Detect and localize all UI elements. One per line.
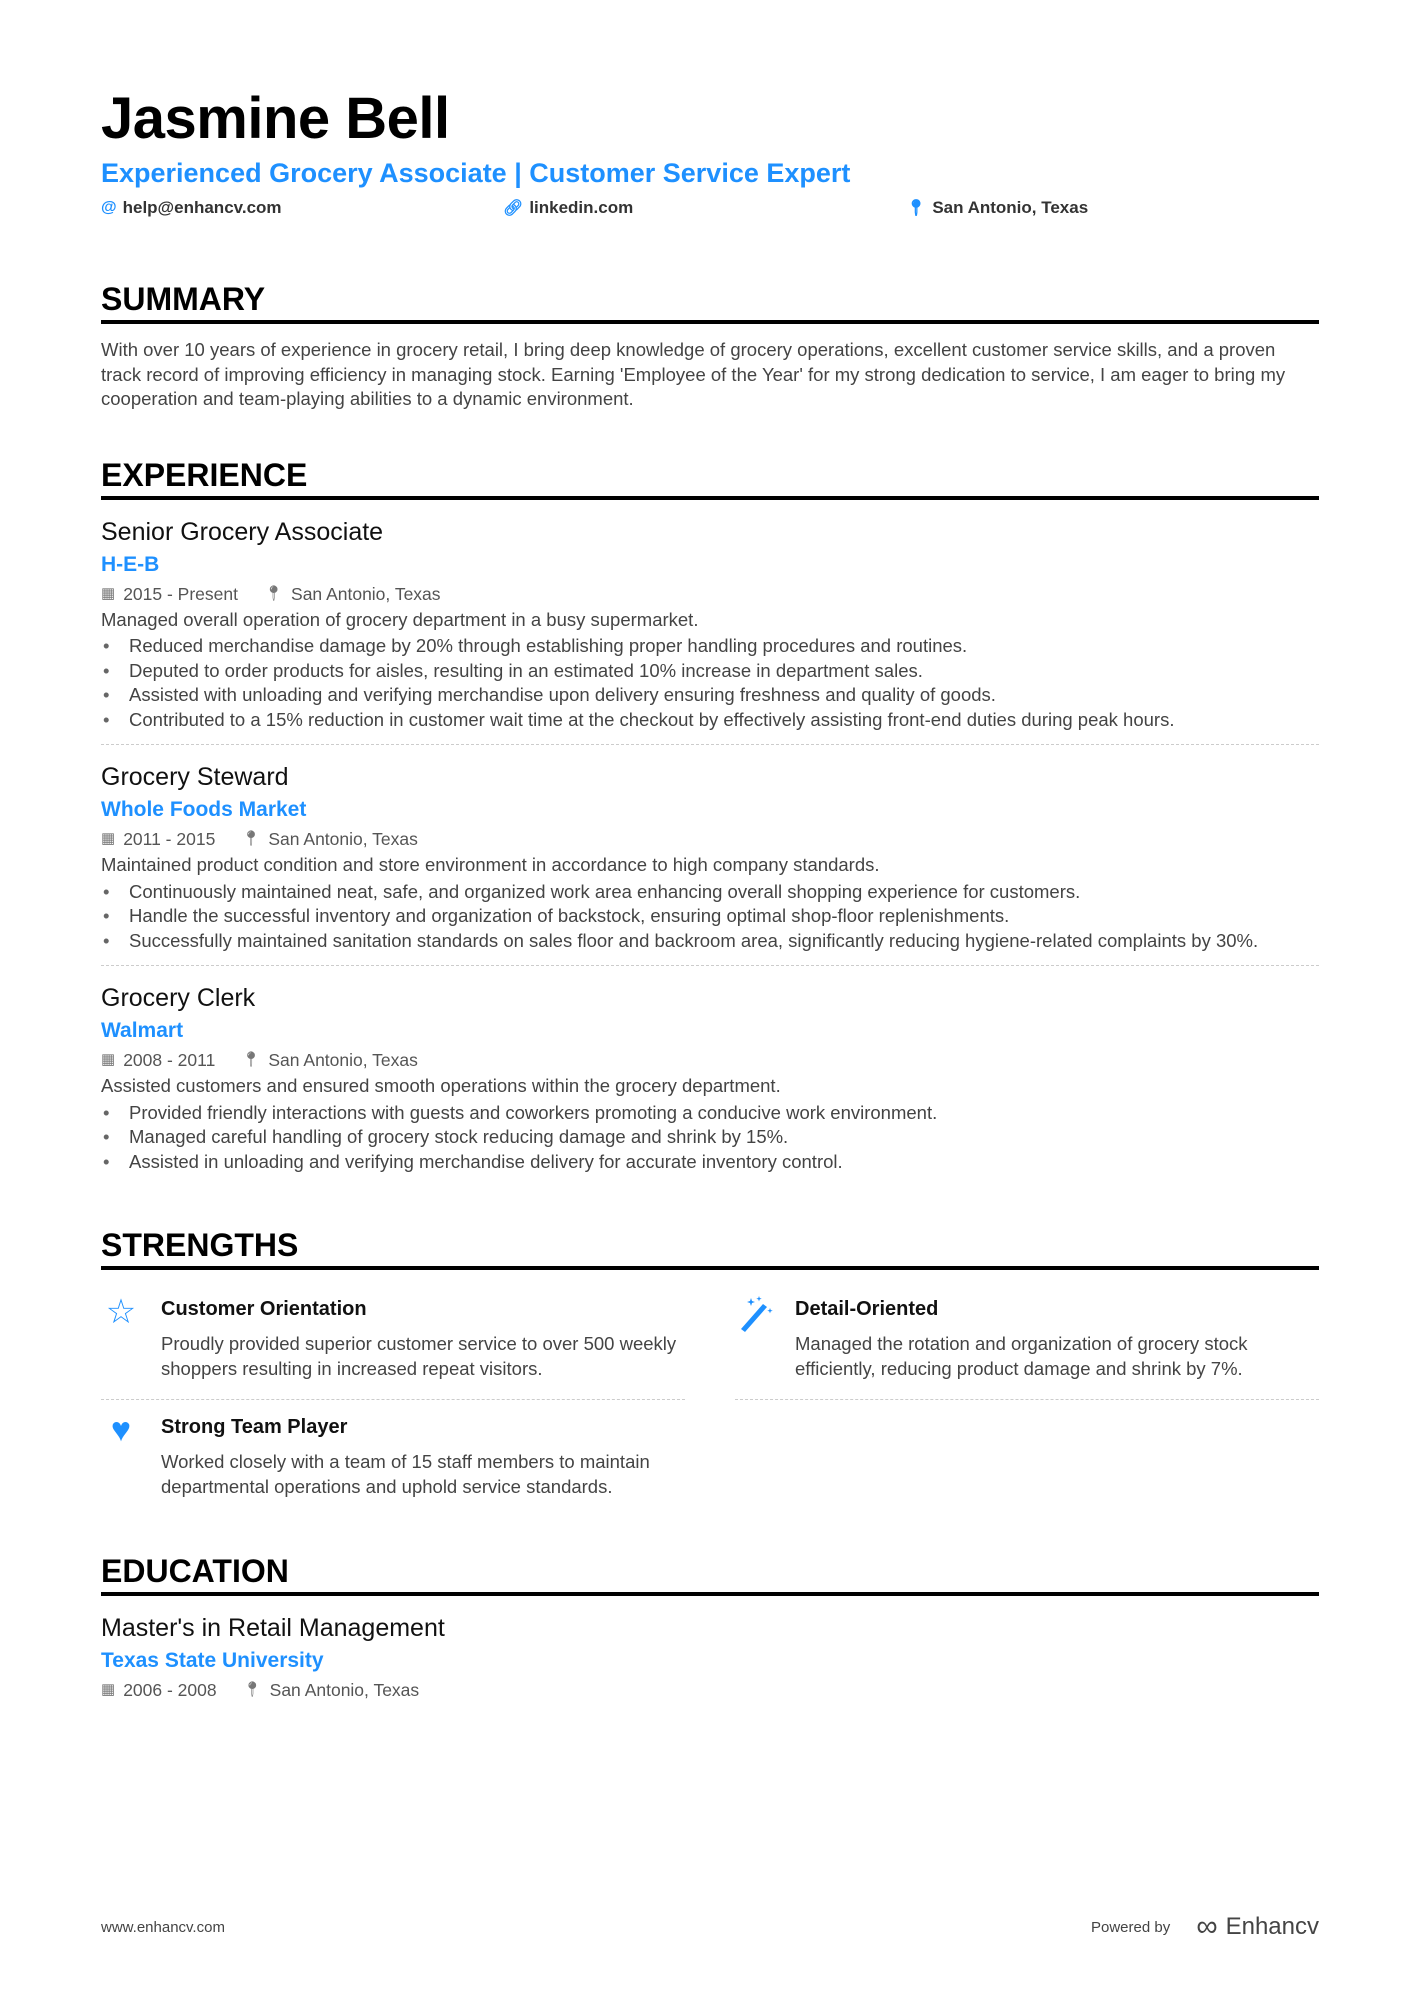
contact-bar — [101, 194, 1319, 224]
candidate-title: Experienced Grocery Associate | Customer Service Expert — [101, 158, 851, 188]
powered-by: Powered by — [1090, 1918, 1171, 1936]
job-bullet: • Reduced merchandise damage by 20% through establishing proper handling procedures and routines. — [101, 634, 1319, 659]
experience-section — [101, 456, 1319, 1187]
school: Texas State University — [101, 1649, 324, 1672]
calendar-icon: ▦ — [101, 1681, 116, 1698]
at-icon: @ — [101, 199, 117, 216]
education-section — [101, 1552, 1319, 1716]
job-title: Grocery Steward — [101, 763, 289, 791]
job-bullet: • Continuously maintained neat, safe, and organized work area enhancing overall shopping experience for customers. — [101, 880, 1319, 905]
infinity-icon: ∞ — [1196, 1910, 1218, 1943]
candidate-name: Jasmine Bell — [101, 86, 450, 151]
resume — [101, 84, 1319, 1716]
job-dates: 2008 - 2011 — [123, 1050, 216, 1070]
job-dates: 2015 - Present — [123, 583, 238, 604]
strength-title: Detail-Oriented — [795, 1298, 939, 1320]
location-pin-icon: 📍︎ — [906, 200, 927, 217]
company-name: Walmart — [101, 1019, 184, 1042]
email-text: help@enhancv.com — [122, 198, 282, 217]
experience-heading: EXPERIENCE — [101, 456, 1319, 500]
strength-desc: Managed the rotation and organization of grocery stock efficiently, reducing product damage and shrink by 7%. — [795, 1333, 1248, 1379]
company-name: Whole Foods Market — [101, 798, 307, 821]
location-pin-icon: 📍︎ — [263, 584, 284, 602]
job-bullet: • Assisted with unloading and verifying merchandise upon delivery ensuring freshness and quality of goods. — [101, 683, 1319, 708]
job-location: San Antonio, Texas — [268, 829, 418, 849]
strength-desc: Worked closely with a team of 15 staff members to maintain departmental operations and uphold service standards. — [161, 1451, 650, 1497]
strength-title: Customer Orientation — [161, 1298, 367, 1320]
job-location: San Antonio, Texas — [291, 583, 441, 604]
job-dates: 2011 - 2015 — [123, 829, 216, 849]
job-description: Assisted customers and ensured smooth operations within the grocery department. — [101, 1075, 781, 1096]
location-contact — [906, 198, 1088, 218]
summary-heading: SUMMARY — [101, 280, 1319, 324]
linkedin-text: linkedin.com — [529, 198, 634, 217]
strength-item — [735, 1282, 1319, 1400]
calendar-icon: ▦ — [101, 1051, 116, 1068]
location-pin-icon: 📍︎ — [241, 830, 261, 847]
job-title: Grocery Clerk — [101, 984, 256, 1012]
heart-icon: ♥ — [110, 1411, 132, 1449]
job-bullet: • Managed careful handling of grocery stock reducing damage and shrink by 15%. — [101, 1125, 1319, 1150]
strengths-heading: STRENGTHS — [101, 1226, 1319, 1270]
website-link[interactable]: www.enhancv.com — [101, 1918, 225, 1936]
linkedin-contact[interactable] — [503, 198, 633, 218]
summary-section — [101, 280, 1319, 412]
job-bullet: • Assisted in unloading and verifying merchandise delivery for accurate inventory control. — [101, 1150, 1319, 1175]
job-entry — [101, 500, 1319, 746]
location-text: San Antonio, Texas — [932, 198, 1089, 217]
strength-desc: Proudly provided superior customer service to over 500 weekly shoppers resulting in increased repeat visitors. — [161, 1333, 677, 1379]
summary-text: With over 10 years of experience in grocery retail, I bring deep knowledge of grocery operations, excellent customer service skills, and a proven track record of improving efficiency in managing stock. Earning 'Employee of the Year' for my strong dedication to service, I am eager to bring my cooperation and team-playing abilities to a dynamic environment. — [101, 339, 1286, 409]
job-description: Managed overall operation of grocery department in a busy supermarket. — [101, 608, 699, 630]
star-icon: ☆ — [105, 1293, 137, 1331]
job-bullet: • Successfully maintained sanitation standards on sales floor and backroom area, significantly reducing hygiene-related complaints by 30%. — [101, 929, 1319, 954]
strength-item — [101, 1282, 685, 1400]
job-entry — [101, 745, 1319, 966]
calendar-icon: ▦ — [101, 830, 116, 847]
link-icon: 🔗︎ — [503, 200, 524, 217]
job-bullet: • Contributed to a 15% reduction in customer wait time at the checkout by effectively assisting front-end duties during peak hours. — [101, 708, 1319, 733]
job-bullet: • Provided friendly interactions with guests and coworkers promoting a conducive work environment. — [101, 1101, 1319, 1126]
job-bullet: • Handle the successful inventory and organization of backstock, ensuring optimal shop-floor replenishments. — [101, 904, 1319, 929]
email-contact[interactable] — [101, 198, 282, 218]
enhancv-logo — [1196, 1910, 1319, 1944]
job-title: Senior Grocery Associate — [101, 517, 384, 546]
strength-title: Strong Team Player — [161, 1416, 348, 1438]
education-heading: EDUCATION — [101, 1552, 1319, 1596]
footer — [101, 1910, 1319, 1944]
job-bullet: • Deputed to order products for aisles, resulting in an estimated 10% increase in department sales. — [101, 659, 1319, 684]
edu-location: San Antonio, Texas — [269, 1680, 420, 1700]
calendar-icon: ▦ — [101, 584, 116, 602]
job-entry — [101, 966, 1319, 1186]
strengths-section — [101, 1226, 1319, 1518]
job-description: Maintained product condition and store environment in accordance to high company standards. — [101, 854, 880, 875]
company-name: H-E-B — [101, 552, 160, 576]
location-pin-icon: 📍︎ — [241, 1051, 261, 1068]
strength-item — [101, 1400, 685, 1518]
edu-dates: 2006 - 2008 — [123, 1680, 217, 1700]
job-location: San Antonio, Texas — [268, 1050, 418, 1070]
magic-wand-icon — [735, 1294, 775, 1385]
location-pin-icon: 📍︎ — [242, 1681, 262, 1698]
degree: Master's in Retail Management — [101, 1614, 445, 1642]
brand-name: Enhancv — [1225, 1913, 1319, 1940]
